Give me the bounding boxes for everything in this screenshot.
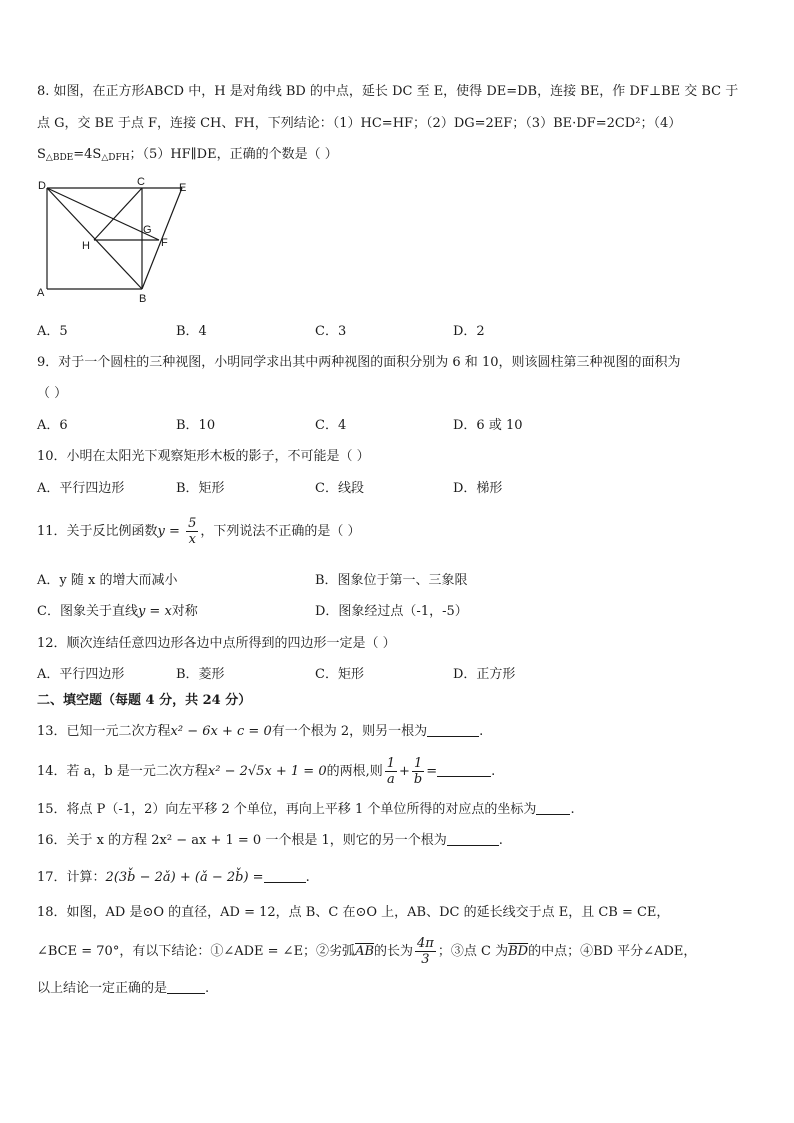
q14-d1: a — [387, 772, 395, 787]
q11-num: 5 — [188, 516, 197, 531]
label-A: A — [37, 287, 45, 299]
q13-suffix: 有一个根为 2，则另一根为 — [271, 724, 428, 739]
q11-prefix: 11．关于反比例函数 — [37, 524, 158, 539]
q18-line2-b: 的长为 — [374, 944, 414, 959]
q14-math: x² − 2√5x + 1 = 0 — [207, 764, 327, 779]
q12-option-d[interactable]: D．正方形 — [453, 667, 516, 682]
q13-end: . — [479, 724, 484, 739]
q18-answer-blank[interactable] — [167, 981, 205, 994]
q11-optc-suffix: 对称 — [171, 604, 198, 619]
q14-d2: b — [413, 772, 423, 787]
q18-arc-bd: $\overline{BD}$ — [508, 944, 529, 959]
label-G: G — [143, 224, 152, 236]
q15-text: 15．将点 P（-1，2）向左平移 2 个单位，再向上平移 1 个单位所得的对应点的坐标为 — [37, 802, 537, 817]
q9-option-b[interactable]: B．10 — [176, 418, 216, 433]
q11-option-d[interactable]: D．图象经过点（-1，-5） — [315, 604, 468, 619]
q16-line — [37, 833, 503, 849]
q14-frac-2 — [412, 756, 424, 787]
q11-option-a[interactable]: A．y 随 x 的增大而减小 — [37, 573, 178, 588]
q14-n2: 1 — [413, 756, 423, 771]
q10-option-b[interactable]: B．矩形 — [176, 481, 225, 496]
label-C: C — [137, 176, 145, 188]
q14-frac-1 — [385, 756, 397, 787]
q8-option-c[interactable]: C．3 — [315, 324, 347, 339]
q15-end: . — [570, 802, 575, 817]
q13-answer-blank[interactable] — [427, 724, 479, 737]
q8-line2: 点 G，交 BE 于点 F，连接 CH、FH，下列结论：（1）HC=HF；（2）DG=2EF；（3）BE·DF=2CD²；（4） — [37, 116, 682, 131]
q18-line2-c: ；③点 C 为 — [437, 944, 509, 959]
q18-line1: 18．如图，AD 是⊙O 的直径，AD = 12，点 B、C 在⊙O 上，AB、DC 的延长线交于点 E，且 CB = CE， — [37, 905, 670, 920]
q10-line1: 10．小明在太阳光下观察矩形木板的影子，不可能是（ ） — [37, 449, 370, 464]
q8-option-b[interactable]: B．4 — [176, 324, 207, 339]
q17-end: . — [305, 870, 310, 885]
q9-option-d[interactable]: D．6 或 10 — [453, 418, 523, 433]
q14-answer-blank[interactable] — [437, 764, 491, 777]
q17-line — [37, 870, 310, 886]
q18-line3 — [37, 981, 209, 997]
q9-line1: 9．对于一个圆柱的三种视图，小明同学求出其中两种视图的面积分别为 6 和 10，则该圆柱第三种视图的面积为 — [37, 355, 681, 370]
q8-figure — [30, 176, 200, 306]
section-fill-in-title: 二、填空题（每题 4 分，共 24 分） — [37, 693, 252, 708]
q8-line3 — [37, 147, 338, 166]
q17-prefix: 17．计算： — [37, 870, 106, 885]
q13-line — [37, 724, 483, 740]
q11-optc-math: y = x — [137, 604, 172, 619]
q16-text: 16．关于 x 的方程 2x² − ax + 1 = 0 一个根是 1，则它的另一个根为 — [37, 833, 447, 848]
q12-option-c[interactable]: C．矩形 — [315, 667, 364, 682]
q14-prefix: 14．若 a，b 是一元二次方程 — [37, 764, 208, 779]
q16-end: . — [498, 833, 503, 848]
q18-line2-d: 的中点；④BD 平分∠ADE， — [528, 944, 697, 959]
q15-answer-blank[interactable] — [536, 802, 570, 815]
q11-den: x — [188, 532, 196, 547]
q10-option-d[interactable]: D．梯形 — [453, 481, 503, 496]
q10-option-a[interactable]: A．平行四边形 — [37, 481, 125, 496]
q12-option-a[interactable]: A．平行四边形 — [37, 667, 125, 682]
q11-eq: = — [169, 524, 180, 539]
q12-line1: 12．顺次连结任意四边形各边中点所得到的四边形一定是（ ） — [37, 636, 396, 651]
q9-option-c[interactable]: C．4 — [315, 418, 347, 433]
label-H: H — [82, 240, 90, 252]
q8-sub1: △BDE — [45, 153, 74, 163]
q13-prefix: 13．已知一元二次方程 — [37, 724, 171, 739]
q18-end: . — [205, 981, 210, 996]
q14-mid: 的两根,则 — [326, 764, 383, 779]
q9-line2: （ ） — [37, 386, 68, 401]
q18-line2 — [37, 934, 696, 970]
q11-option-b[interactable]: B．图象位于第一、三象限 — [315, 573, 468, 588]
q16-answer-blank[interactable] — [447, 833, 499, 846]
q14-end: . — [491, 764, 496, 779]
q11-y: y — [157, 524, 165, 539]
q14-line — [37, 754, 495, 790]
q13-math: x² − 6x + c = 0 — [170, 724, 272, 739]
q18-frac — [415, 936, 436, 967]
q8-rest: ；（5）HF∥DE，正确的个数是（ ） — [129, 147, 338, 162]
q11-line1 — [37, 516, 361, 548]
q8-line1: 8. 如图，在正方形ABCD 中，H 是对角线 BD 的中点，延长 DC 至 E，使得 DE=DB，连接 BE，作 DF⊥BE 交 BC 于 — [37, 84, 739, 99]
seg-CH — [94, 188, 142, 240]
q17-math: 2(3b̌ − 2ǎ) + (ǎ − 2b̌) = — [105, 870, 264, 885]
q8-option-d[interactable]: D．2 — [453, 324, 485, 339]
q18-line3-text: 以上结论一定正确的是 — [37, 981, 168, 996]
q11-fraction — [186, 516, 198, 547]
q11-option-c[interactable] — [37, 604, 198, 620]
q14-plus: + — [399, 764, 410, 779]
label-D: D — [38, 180, 46, 192]
q17-answer-blank[interactable] — [264, 870, 306, 883]
q8-mid: =4S — [73, 147, 102, 162]
q8-s1: S — [37, 147, 46, 162]
q11-optc-prefix: C．图象关于直线 — [37, 604, 138, 619]
q14-eq: = — [426, 764, 438, 779]
q18-arc-ab: $\overline{AB}$ — [355, 944, 375, 959]
label-F: F — [161, 237, 168, 249]
q12-option-b[interactable]: B．菱形 — [176, 667, 225, 682]
q10-option-c[interactable]: C．线段 — [315, 481, 364, 496]
label-E: E — [179, 182, 187, 194]
label-B: B — [139, 293, 147, 305]
q8-option-a[interactable]: A．5 — [37, 324, 68, 339]
q14-n1: 1 — [386, 756, 396, 771]
q15-line — [37, 802, 575, 818]
q18-num: 4π — [417, 936, 434, 951]
q11-suffix: ，下列说法不正确的是（ ） — [200, 524, 361, 539]
q8-sub2: △DFH — [101, 153, 130, 163]
q9-option-a[interactable]: A．6 — [37, 418, 68, 433]
q18-line2-a: ∠BCE = 70°，有以下结论：①∠ADE = ∠E；②劣弧 — [37, 944, 356, 959]
q18-den: 3 — [421, 952, 430, 967]
